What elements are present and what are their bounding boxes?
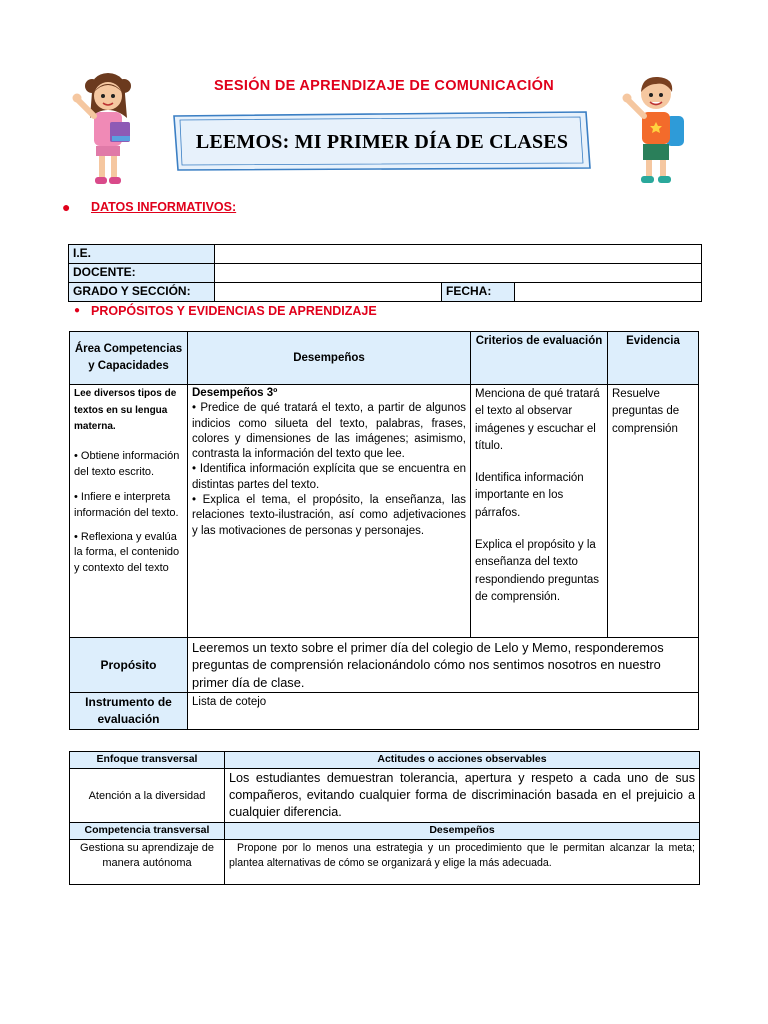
desempenos-title: Desempeños 3º — [192, 387, 278, 399]
col-enfoque: Enfoque transversal — [70, 752, 225, 769]
session-subtitle: SESIÓN DE APRENDIZAJE DE COMUNICACIÓN — [213, 78, 555, 94]
datos-heading: DATOS INFORMATIVOS: — [91, 200, 237, 214]
col-desempenos-transversal: Desempeños — [225, 823, 700, 840]
enfoque-name: Atención a la diversidad — [70, 769, 225, 823]
proposito-label: Propósito — [70, 638, 188, 693]
desempeno-2: • Identifica información explícita que se encuentra en distintas partes del texto. — [192, 463, 466, 491]
enfoque-table — [69, 751, 700, 885]
datos-table — [68, 244, 702, 302]
col-competencia: Competencia transversal — [70, 823, 225, 840]
desempeno-text: Propone por lo menos una estrategia y un procedimiento que le permitan alcanzar la meta; plantea alternativas de cómo se organizará y elige la más adecuada. — [225, 840, 700, 885]
capacidad-1: • Obtiene información del texto escrito. — [74, 449, 180, 478]
actitud-text: Los estudiantes demuestran tolerancia, apertura y respeto a cada uno de sus compañeros, evitando cualquier forma de discriminación basada en el prejuicio a cualquier diferencia. — [225, 769, 700, 823]
competencia-text: Lee diversos tipos de textos en su lengua materna. — [74, 388, 177, 432]
col-criterios: Criterios de evaluación — [471, 332, 608, 385]
instrumento-label: Instrumento de evaluación — [70, 692, 188, 729]
desempeno-1: • Predice de qué tratará el texto, a partir de algunos indicios como silueta del texto, palabras, frases, colores y dimensiones de las imágenes; asimismo, contrasta la información del texto que lee. — [192, 402, 466, 461]
proposito-text: Leeremos un texto sobre el primer día del colegio de Lelo y Memo, responderemos preguntas de comprensión relacionándolo cómo nos sentimos nosotros en nuestro primer día de clase. — [188, 638, 699, 693]
desempeno-3: • Explica el tema, el propósito, la enseñanza, las relaciones texto-ilustración, así como adjetivaciones y las motivaciones de personas y personajes. — [192, 494, 466, 537]
fecha-label: FECHA: — [442, 283, 515, 302]
criterio-2: Identifica información importante en los párrafos. — [475, 472, 584, 519]
grado-value — [215, 283, 442, 302]
propositos-table — [69, 331, 699, 730]
col-evidencia: Evidencia — [608, 332, 699, 385]
page-title: LEEMOS: MI PRIMER DÍA DE CLASES — [195, 131, 569, 153]
fecha-value — [515, 283, 702, 302]
col-area: Área Competencias y Capacidades — [70, 332, 188, 385]
bullet-icon: ● — [74, 305, 81, 316]
criterio-1: Menciona de qué tratará el texto al observar imágenes y escuchar el título. — [475, 388, 600, 452]
docente-label: DOCENTE: — [69, 264, 215, 283]
ie-value — [215, 245, 702, 264]
docente-value — [215, 264, 702, 283]
col-desempenos: Desempeños — [188, 332, 471, 385]
col-actitudes: Actitudes o acciones observables — [225, 752, 700, 769]
capacidad-3: • Reflexiona y evalúa la forma, el contenido y contexto del texto — [74, 530, 180, 574]
capacidad-2: • Infiere e interpreta información del texto. — [74, 490, 179, 519]
propositos-heading: PROPÓSITOS Y EVIDENCIAS DE APRENDIZAJE — [91, 304, 377, 318]
criterio-3: Explica el propósito y la enseñanza del texto respondiendo preguntas de comprensión. — [475, 539, 600, 603]
competencia-name: Gestiona su aprendizaje de manera autónoma — [70, 840, 225, 885]
evidencia-text: Resuelve preguntas de comprensión — [608, 385, 699, 638]
instrumento-text: Lista de cotejo — [188, 692, 699, 729]
ie-label: I.E. — [69, 245, 215, 264]
grado-label: GRADO Y SECCIÓN: — [69, 283, 215, 302]
bullet-icon: ● — [62, 199, 71, 215]
